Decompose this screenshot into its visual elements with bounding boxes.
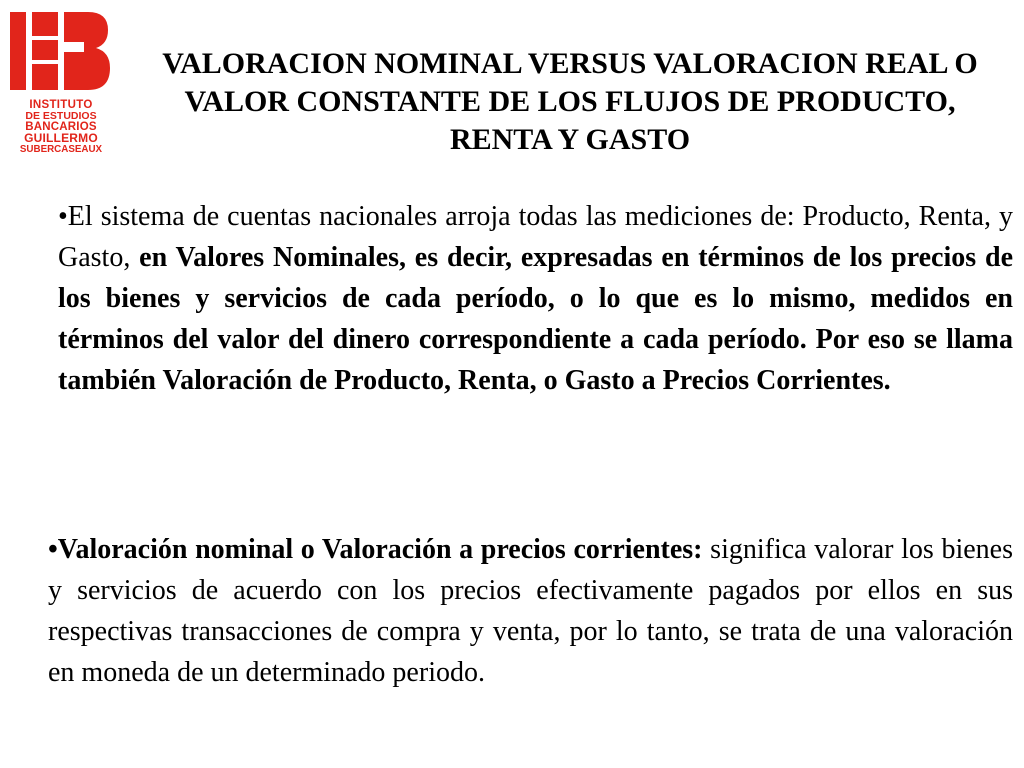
paragraph-bold-text: en Valores Nominales, es decir, expresadas en términos de los precios de los bienes y servicios de cada período, o lo que es lo mismo, medidos en términos del valor del dinero correspondiente a cada período. Por eso se llama también Valoración de Producto, Renta, o Gasto a Precios Corrientes. [58,242,1013,396]
logo-line: DE ESTUDIOS [25,110,97,122]
definition-term: •Valoración nominal o Valoración a precios corrientes: [48,534,703,565]
logo-line: SUBERCASEAUX [19,144,103,155]
paragraph-intro-text: •El sistema de cuentas nacionales arroja todas las mediciones de: Producto, Renta, y Gasto, [58,201,1013,273]
paragraph-nominal-values [58,196,1013,401]
institute-logo [8,10,114,160]
paragraph-nominal-definition [48,529,1013,693]
logo-wordmark [8,100,114,155]
definition-text: significa valorar los bienes y servicios de acuerdo con los precios efectivamente pagados por ellos en sus respectivas transacciones de compra y venta, por lo tanto, se trata de una valoración en moneda de un determinado periodo. [48,534,1014,688]
slide-title: VALORACION NOMINAL VERSUS VALORACION REAL O VALOR CONSTANTE DE LOS FLUJOS DE PRODUCTO, RENTA Y GASTO [162,47,978,156]
ieb-emblem-icon [8,10,114,92]
logo-line: BANCARIOS [25,121,97,133]
logo-line: INSTITUTO [29,99,93,111]
logo-line: GUILLERMO [24,131,98,145]
